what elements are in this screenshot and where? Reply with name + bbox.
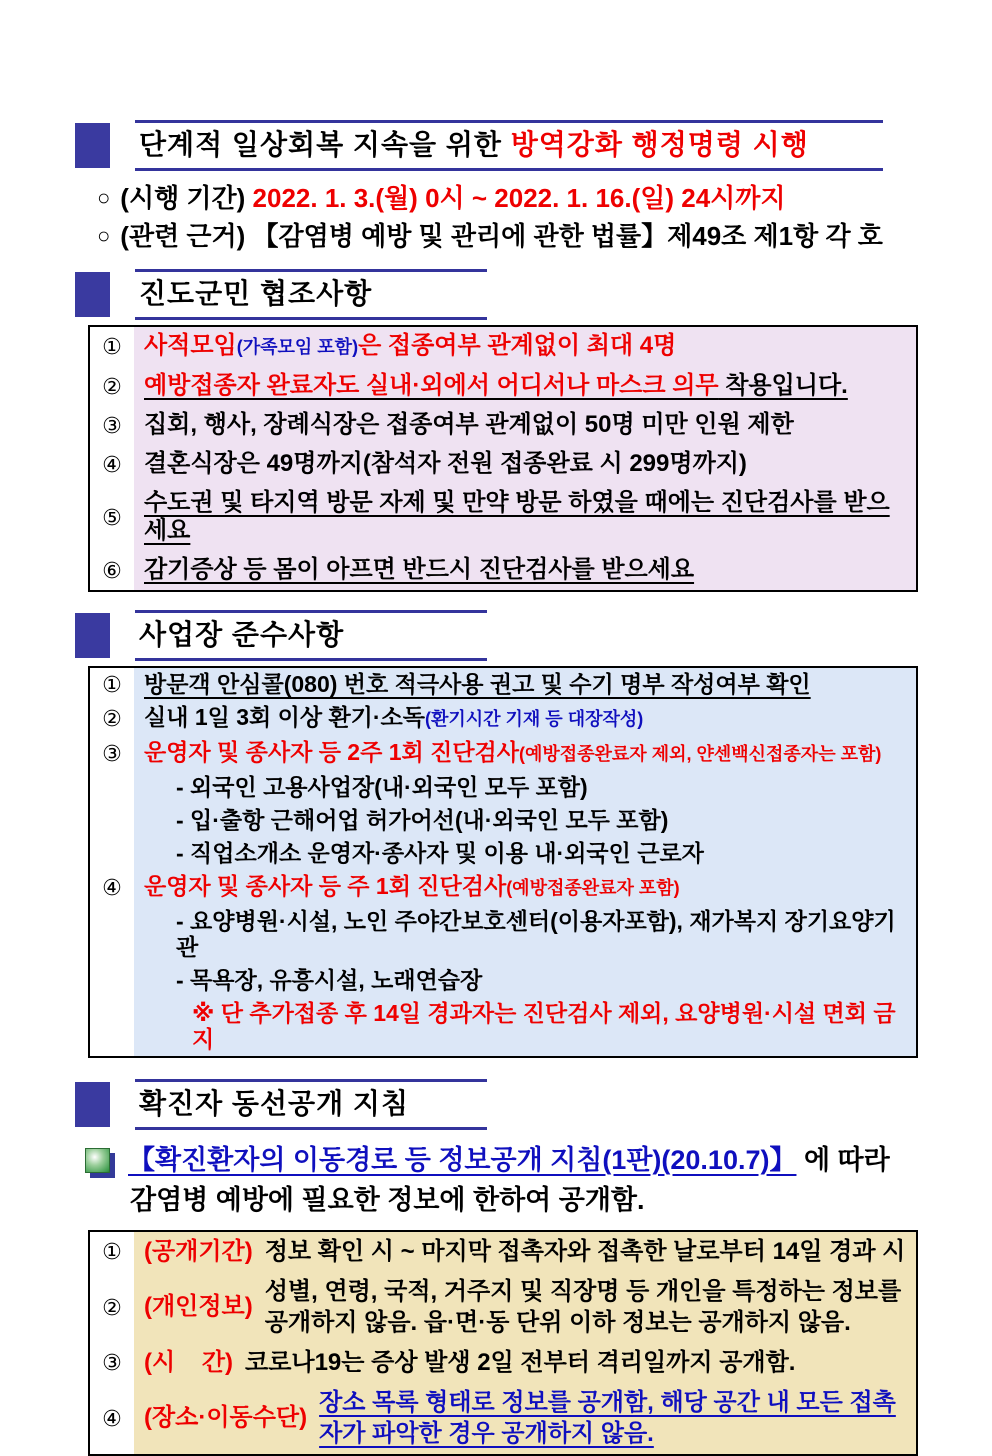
intro-line <box>97 181 920 217</box>
item-number: ② <box>90 367 134 406</box>
item-number <box>90 771 134 804</box>
guideline-reference-line2: 감염병 예방에 필요한 정보에 한하여 공개함. <box>130 1185 645 1215</box>
item-text: 수도권 및 타지역 방문 자제 및 만약 방문 하였을 때에는 진단검사를 받으세요 <box>134 484 916 551</box>
item-number: ② <box>90 701 134 736</box>
intro-line-text: (시행 기간) 2022. 1. 3.(월) 0시 ~ 2022. 1. 16.(일) 24시까지 <box>120 183 786 213</box>
item-text: 예방접종자 완료자도 실내·외에서 어디서나 마스크 의무 착용입니다. <box>134 367 916 406</box>
list-item <box>90 484 916 551</box>
item-number: ⑥ <box>90 551 134 590</box>
header-square-icon <box>75 123 110 168</box>
header-square-icon <box>75 1082 110 1127</box>
list-item <box>90 870 916 905</box>
item-text: 실내 1일 3회 이상 환기·소독(환기시간 기재 등 대장작성) <box>134 701 916 736</box>
item-text: 운영자 및 종사자 등 2주 1회 진단검사(예방접종완료자 제외, 얀센백신접종자는 포함) <box>134 736 916 771</box>
item-text: 결혼식장은 49명까지(참석자 전원 접종완료 시 299명까지) <box>134 445 916 484</box>
main-title: 단계적 일상회복 지속을 위한 방역강화 행정명령 시행 <box>139 129 809 160</box>
residents-notice-box <box>88 325 918 592</box>
item-number: ④ <box>90 1383 134 1454</box>
item-number: ① <box>90 327 134 367</box>
list-item <box>90 997 916 1056</box>
item-content <box>134 1232 916 1272</box>
residents-section-header <box>75 269 920 320</box>
item-number: ④ <box>90 445 134 484</box>
list-item <box>90 964 916 997</box>
item-content <box>134 1383 916 1454</box>
disclosure-title-rule <box>135 1079 487 1130</box>
item-text: - 입·출항 근해어업 허가어선(내·외국인 모두 포함) <box>134 804 916 837</box>
workplace-section-title: 사업장 준수사항 <box>139 619 345 650</box>
item-number <box>90 837 134 870</box>
item-text: 감기증상 등 몸이 아프면 반드시 진단검사를 받으세요 <box>134 551 916 590</box>
main-title-rule <box>135 120 883 171</box>
item-text: 방문객 안심콜(080) 번호 적극사용 권고 및 수기 명부 작성여부 확인 <box>134 668 916 701</box>
item-number: ④ <box>90 870 134 905</box>
list-item <box>90 551 916 590</box>
item-text: 장소 목록 형태로 정보를 공개함, 해당 공간 내 모든 접촉자가 파악한 경우 공개하지 않음. <box>319 1389 896 1447</box>
item-text: - 외국인 고용사업장(내·외국인 모두 포함) <box>134 771 916 804</box>
list-item <box>90 771 916 804</box>
item-number: ⑤ <box>90 484 134 551</box>
residents-title-rule <box>135 269 487 320</box>
item-number: ② <box>90 1272 134 1343</box>
list-item <box>90 406 916 445</box>
item-number: ① <box>90 1232 134 1272</box>
item-content <box>134 1272 916 1343</box>
item-label: (시 간) <box>144 1348 234 1376</box>
item-text: ※ 단 추가접종 후 14일 경과자는 진단검사 제외, 요양병원·시설 면회 금지 <box>134 997 916 1056</box>
list-item <box>90 736 916 771</box>
item-text: 사적모임(가족모임 포함)은 접종여부 관계없이 최대 4명 <box>134 327 916 367</box>
list-item <box>90 1343 916 1383</box>
item-number: ③ <box>90 406 134 445</box>
item-text: - 목욕장, 유흥시설, 노래연습장 <box>134 964 916 997</box>
intro-lines <box>97 181 920 255</box>
item-number <box>90 964 134 997</box>
residents-section-title: 진도군민 협조사항 <box>139 278 373 309</box>
item-text: 코로나19는 증상 발생 2일 전부터 격리일까지 공개함. <box>245 1349 796 1376</box>
guideline-reference-line <box>85 1142 920 1178</box>
header-square-icon <box>75 272 110 317</box>
item-number: ③ <box>90 736 134 771</box>
item-text: 정보 확인 시 ~ 마지막 접촉자와 접촉한 날로부터 14일 경과 시 <box>264 1238 906 1265</box>
item-number <box>90 804 134 837</box>
list-item <box>90 367 916 406</box>
item-text: 성별, 연령, 국적, 거주지 및 직장명 등 개인을 특정하는 정보를 공개하지 않음. 읍·면·동 단위 이하 정보는 공개하지 않음. <box>264 1278 902 1336</box>
workplace-notice-box <box>88 666 918 1058</box>
item-text: - 직업소개소 운영자·종사자 및 이용 내·외국인 근로자 <box>134 837 916 870</box>
list-item <box>90 837 916 870</box>
item-label: (공개기간) <box>144 1237 253 1265</box>
intro-line-text: (관련 근거) 【감염병 예방 및 관리에 관한 법률】제49조 제1항 각 호 <box>120 221 883 251</box>
item-number: ③ <box>90 1343 134 1383</box>
disclosure-section-title: 확진자 동선공개 지침 <box>139 1088 409 1119</box>
item-label: (장소·이동수단) <box>144 1404 308 1431</box>
item-text: - 요양병원·시설, 노인 주야간보호센터(이용자포함), 재가복지 장기요양기관 <box>134 905 916 964</box>
notice-document <box>75 0 920 1456</box>
circle-bullet-icon: ○ <box>97 185 111 210</box>
list-item <box>90 1232 916 1272</box>
list-item <box>90 701 916 736</box>
item-text: 집회, 행사, 장례식장은 접종여부 관계없이 50명 미만 인원 제한 <box>134 406 916 445</box>
disclosure-section-header <box>75 1079 920 1130</box>
main-title-header <box>75 120 920 171</box>
item-label: (개인정보) <box>144 1293 253 1320</box>
list-item <box>90 1272 916 1343</box>
list-item <box>90 445 916 484</box>
workplace-section-header <box>75 610 920 661</box>
circle-bullet-icon: ○ <box>97 223 111 248</box>
item-content <box>134 1343 916 1383</box>
intro-line <box>97 219 920 255</box>
item-number <box>90 997 134 1056</box>
item-text: 운영자 및 종사자 등 주 1회 진단검사(예방접종완료자 포함) <box>134 870 916 905</box>
header-square-icon <box>75 613 110 658</box>
document-button-icon <box>85 1148 110 1173</box>
list-item <box>90 668 916 701</box>
list-item <box>90 905 916 964</box>
list-item <box>90 1383 916 1454</box>
list-item <box>90 804 916 837</box>
item-number: ① <box>90 668 134 701</box>
list-item <box>90 327 916 367</box>
workplace-title-rule <box>135 610 487 661</box>
guideline-link[interactable]: 【확진환자의 이동경로 등 정보공개 지침(1판)(20.10.7)】 에 따라 <box>128 1145 890 1175</box>
item-number <box>90 905 134 964</box>
disclosure-rules-box <box>88 1230 918 1456</box>
